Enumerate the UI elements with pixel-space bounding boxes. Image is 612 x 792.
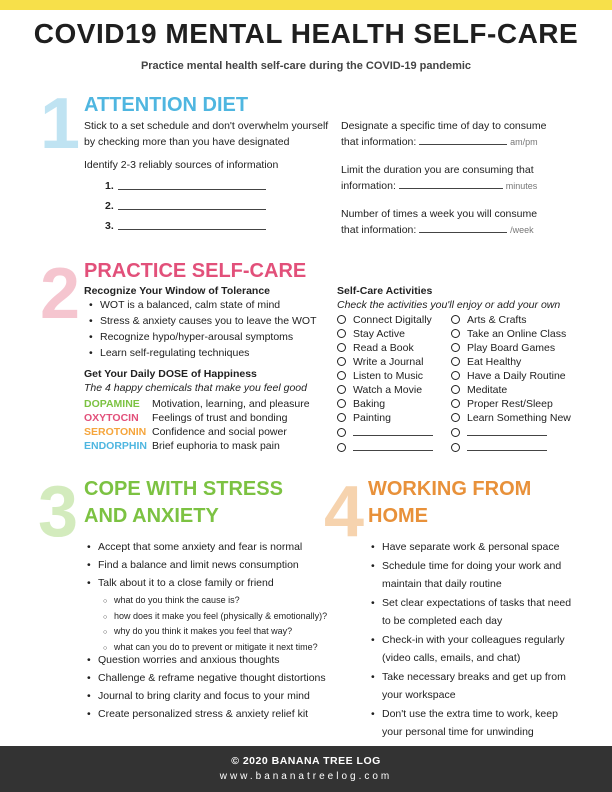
section-3-heading-line-1: COPE WITH STRESS: [84, 478, 283, 500]
stress-item: • Talk about it to a close family or friend: [84, 574, 334, 592]
limit-line-2: information:: [341, 180, 396, 192]
checkbox-circle-icon[interactable]: [337, 329, 346, 338]
activity-item[interactable]: [451, 383, 571, 397]
dose-chemical: DOPAMINE: [84, 398, 140, 410]
section-4-heading-line-1: WORKING FROM: [368, 478, 532, 500]
source-1-field[interactable]: [118, 178, 266, 190]
source-3-field[interactable]: [118, 218, 266, 230]
custom-activity-field[interactable]: [353, 440, 433, 451]
dose-description: Motivation, learning, and pleasure: [152, 398, 310, 410]
stress-item: • Question worries and anxious thoughts: [84, 651, 344, 669]
designate-block: [341, 118, 581, 150]
activity-label: Arts & Crafts: [467, 314, 527, 326]
checkbox-circle-icon[interactable]: [451, 329, 460, 338]
designate-time-field[interactable]: [419, 134, 507, 145]
dose-row-oxytocin: [84, 411, 287, 425]
activity-label: Proper Rest/Sleep: [467, 398, 553, 410]
limit-duration-field[interactable]: [399, 178, 503, 189]
activity-item[interactable]: [451, 369, 571, 383]
dose-subtitle: The 4 happy chemicals that make you feel good: [84, 382, 307, 394]
limit-line-1: Limit the duration you are consuming that: [341, 164, 534, 176]
tolerance-item: • WOT is a balanced, calm state of mind: [86, 297, 326, 313]
dose-description: Feelings of trust and bonding: [152, 412, 288, 424]
source-3-label: 3.: [105, 220, 114, 232]
stress-item: • Create personalized stress & anxiety relief kit: [84, 705, 344, 723]
checkbox-circle-icon[interactable]: [451, 371, 460, 380]
times-block: [341, 206, 581, 238]
wfh-item: • Take necessary breaks and get up from your workspace: [368, 668, 573, 704]
activity-item[interactable]: [337, 383, 433, 397]
checkbox-circle-icon[interactable]: [337, 315, 346, 324]
checkbox-circle-icon[interactable]: [451, 443, 460, 452]
wfh-item: • Have separate work & personal space: [368, 538, 573, 556]
source-1-label: 1.: [105, 180, 114, 192]
activities-left-column: [337, 313, 433, 455]
section-3-heading: [84, 476, 283, 530]
checkbox-circle-icon[interactable]: [337, 399, 346, 408]
stress-item: • Journal to bring clarity and focus to your mind: [84, 687, 344, 705]
stress-sub-item: ○ why do you think it makes you feel that way?: [100, 624, 340, 640]
activity-label: Meditate: [467, 384, 508, 396]
tolerance-item: • Stress & anxiety causes you to leave the WOT: [86, 313, 326, 329]
activity-label: Painting: [353, 412, 391, 424]
activity-label: Play Board Games: [467, 342, 556, 354]
stress-item: • Challenge & reframe negative thought distortions: [84, 669, 344, 687]
activity-label: Take an Online Class: [467, 328, 567, 340]
activity-label: Baking: [353, 398, 386, 410]
tolerance-title: Recognize Your Window of Tolerance: [84, 285, 271, 297]
activity-item[interactable]: [451, 411, 571, 425]
activity-label: Eat Healthy: [467, 356, 522, 368]
times-line-2: that information:: [341, 224, 417, 236]
section-4-heading-line-2: HOME: [368, 505, 428, 527]
source-2-label: 2.: [105, 200, 114, 212]
activity-label: Read a Book: [353, 342, 414, 354]
custom-activity-item[interactable]: [451, 425, 571, 440]
dose-chemical: SEROTONIN: [84, 426, 147, 438]
wfh-list: [368, 538, 573, 742]
activity-item[interactable]: [337, 313, 433, 327]
stress-item: • Accept that some anxiety and fear is normal: [84, 538, 334, 556]
section-4-heading: [368, 476, 531, 530]
activity-item[interactable]: [337, 369, 433, 383]
limit-block: [341, 162, 581, 194]
dose-description: Confidence and social power: [152, 426, 287, 438]
stress-list-b: [84, 651, 344, 723]
tolerance-item: • Learn self-regulating techniques: [86, 345, 326, 361]
dose-description: Brief euphoria to mask pain: [152, 440, 280, 452]
footer-website-link[interactable]: www.bananatreelog.com: [219, 771, 393, 782]
limit-unit: minutes: [505, 181, 538, 191]
stress-item: • Find a balance and limit news consumption: [84, 556, 334, 574]
checkbox-circle-icon[interactable]: [451, 357, 460, 366]
checkbox-circle-icon[interactable]: [337, 428, 346, 437]
designate-line-2: that information:: [341, 136, 417, 148]
activity-item[interactable]: [451, 313, 571, 327]
designate-line-1: Designate a specific time of day to consume: [341, 120, 547, 132]
wfh-item: • Check-in with your colleagues regularly (video calls, emails, and chat): [368, 631, 573, 667]
activity-label: Write a Journal: [353, 356, 424, 368]
wfh-item: • Set clear expectations of tasks that need to be completed each day: [368, 594, 573, 630]
custom-activity-item[interactable]: [451, 440, 571, 455]
times-per-week-field[interactable]: [419, 222, 507, 233]
activity-item[interactable]: [451, 327, 571, 341]
page-title: COVID19 MENTAL HEALTH SELF-CARE: [33, 18, 579, 49]
custom-activity-field[interactable]: [467, 440, 547, 451]
custom-activity-field[interactable]: [467, 425, 547, 436]
activity-item[interactable]: [451, 341, 571, 355]
stress-sub-item: ○ what do you think the cause is?: [100, 593, 340, 609]
checkbox-circle-icon[interactable]: [337, 343, 346, 352]
checkbox-circle-icon[interactable]: [337, 385, 346, 394]
activity-item[interactable]: [337, 355, 433, 369]
activity-item[interactable]: [337, 411, 433, 425]
activity-label: Learn Something New: [467, 412, 571, 424]
attention-intro: Stick to a set schedule and don't overwhelm yourself by checking more than you have designated: [84, 120, 329, 148]
activity-item[interactable]: [451, 355, 571, 369]
checkbox-circle-icon[interactable]: [337, 371, 346, 380]
checkbox-circle-icon[interactable]: [451, 399, 460, 408]
section-3-number: 3: [38, 472, 79, 552]
activities-title: Self-Care Activities: [337, 285, 433, 297]
checkbox-circle-icon[interactable]: [451, 315, 460, 324]
section-4-number: 4: [324, 472, 365, 552]
checkbox-circle-icon[interactable]: [337, 443, 346, 452]
activity-label: Stay Active: [353, 328, 405, 340]
activities-right-column: [451, 313, 571, 455]
section-1-heading: ATTENTION DIET: [84, 94, 249, 116]
source-2-field[interactable]: [118, 198, 266, 210]
checkbox-circle-icon[interactable]: [451, 428, 460, 437]
sources-label: Identify 2-3 reliably sources of information: [84, 159, 279, 171]
activity-item[interactable]: [451, 397, 571, 411]
dose-row-dopamine: [84, 397, 310, 411]
activity-label: Watch a Movie: [353, 384, 423, 396]
activity-item[interactable]: [337, 341, 433, 355]
custom-activity-item[interactable]: [337, 425, 433, 440]
footer-copyright: © 2020 BANANA TREE LOG: [231, 755, 381, 767]
section-3-heading-line-2: AND ANXIETY: [84, 505, 219, 527]
times-unit: /week: [510, 225, 534, 235]
checkbox-circle-icon[interactable]: [451, 343, 460, 352]
stress-list-a: [84, 538, 334, 592]
checkbox-circle-icon[interactable]: [451, 385, 460, 394]
custom-activity-field[interactable]: [353, 425, 433, 436]
footer: [0, 746, 612, 792]
section-2-heading: PRACTICE SELF-CARE: [84, 260, 307, 282]
checkbox-circle-icon[interactable]: [451, 413, 460, 422]
section-1-number: 1: [40, 84, 81, 164]
designate-unit: am/pm: [510, 137, 538, 147]
activity-item[interactable]: [337, 327, 433, 341]
stress-sub-item: ○ what can you do to prevent or mitigate it next time?: [100, 640, 340, 656]
times-line-1: Number of times a week you will consume: [341, 208, 538, 220]
activity-label: Connect Digitally: [353, 314, 432, 326]
section-2-number: 2: [40, 254, 81, 334]
dose-title: Get Your Daily DOSE of Happiness: [84, 368, 257, 380]
wfh-item: • Don't use the extra time to work, keep your personal time for unwinding: [368, 705, 573, 741]
activity-item[interactable]: [337, 397, 433, 411]
activities-subtitle: Check the activities you'll enjoy or add your own: [337, 299, 561, 311]
checkbox-circle-icon[interactable]: [337, 357, 346, 366]
tolerance-list: [86, 297, 326, 361]
dose-chemical: ENDORPHIN: [84, 440, 148, 452]
stress-sub-item: ○ how does it make you feel (physically & emotionally)?: [100, 609, 340, 625]
dose-row-endorphin: [84, 439, 280, 453]
activity-label: Have a Daily Routine: [467, 370, 566, 382]
custom-activity-item[interactable]: [337, 440, 433, 455]
activity-label: Listen to Music: [353, 370, 424, 382]
dose-chemical: OXYTOCIN: [84, 412, 139, 424]
page-subtitle: Practice mental health self-care during the COVID-19 pandemic: [140, 60, 472, 72]
wfh-item: • Schedule time for doing your work and maintain that daily routine: [368, 557, 573, 593]
tolerance-item: • Recognize hypo/hyper-arousal symptoms: [86, 329, 326, 345]
dose-row-serotonin: [84, 425, 287, 439]
checkbox-circle-icon[interactable]: [337, 413, 346, 422]
stress-sub-list: [100, 593, 340, 655]
top-accent-bar: [0, 0, 612, 10]
